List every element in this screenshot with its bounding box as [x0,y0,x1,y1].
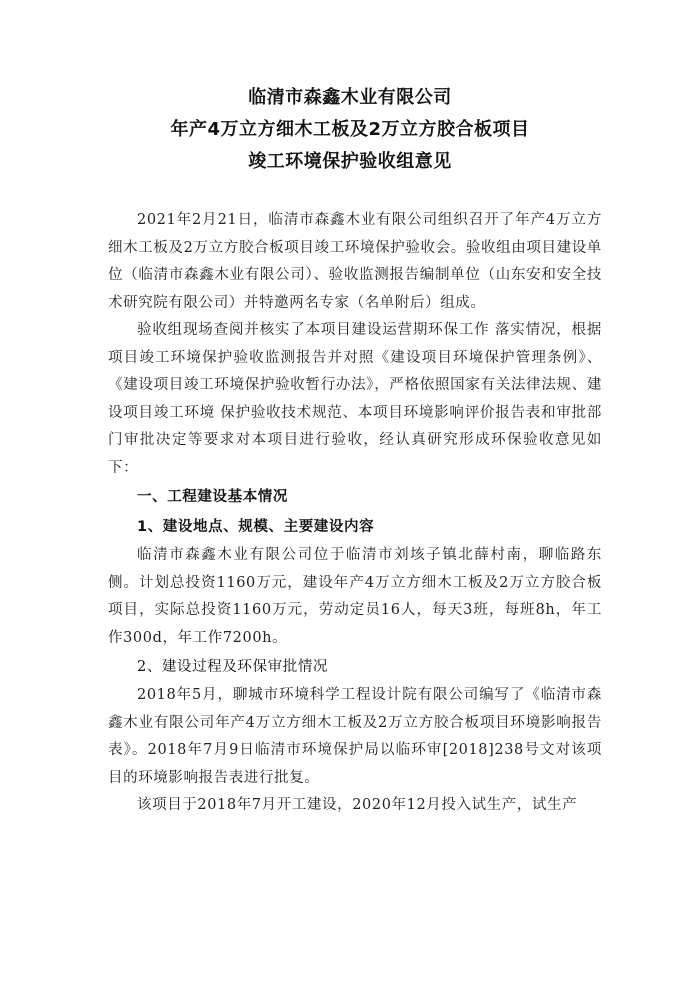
title-project: 年产4万立方细木工板及2万立方胶合板项目 [170,119,530,140]
title-company: 临清市森鑫木业有限公司 [248,87,452,108]
title-subject: 竣工环境保护验收组意见 [248,151,452,172]
paragraph-location-scale: 临清市森鑫木业有限公司位于临清市刘垓子镇北薛村南，聊临路东侧。计划总投资1160万元，建设年产4万立方细木工板及2万立方胶合板项目，实际总投资1160万元，劳动定员16人，每天3班，每班8h，年工作300d，年工作7200h。 [108,547,602,646]
paragraph-construction-timeline: 该项目于2018年7月开工建设，2020年12月投入试生产，试生产 [137,797,578,813]
paragraph-meeting-intro: 2021年2月21日，临清市森鑫木业有限公司组织召开了年产4万立方细木工板及2万立方胶合板项目竣工环境保护验收会。验收组由项目建设单位（临清市森鑫木业有限公司）、验收监测报告编制单位（山东安和安全技术研究院有限公司）并特邀两名专家（名单附后）组成。 [108,212,602,311]
section-heading-project-basics: 一、工程建设基本情况 [137,489,288,505]
document-body [108,207,602,820]
paragraph-verification: 验收组现场查阅并核实了本项目建设运营期环保工作 落实情况，根据项目竣工环境保护验收监测报告并对照《建设项目环境保护管理条例》、《建设项目竣工环境保护验收暂行办法》，严格依照国家有关法律法规、建设项目竣工环境 保护验收技术规范、本项目环境影响评价报告表和审批部门审批决定等要求对本项目进行验收，经认真研究形成环保验收意见如下： [108,322,602,476]
paragraph-approval: 2018年5月，聊城市环境科学工程设计院有限公司编写了《临清市森鑫木业有限公司年产4万立方细木工板及2万立方胶合板项目环境影响报告表》。2018年7月9日临清市环境保护局以临环审[2018]238号文对该项目的环境影响报告表进行批复。 [108,687,602,786]
subsection-heading-location-scale: 1、建设地点、规模、主要建设内容 [137,519,375,535]
document-title [0,82,700,178]
subsection-heading-approval: 2、建设过程及环保审批情况 [137,659,329,675]
